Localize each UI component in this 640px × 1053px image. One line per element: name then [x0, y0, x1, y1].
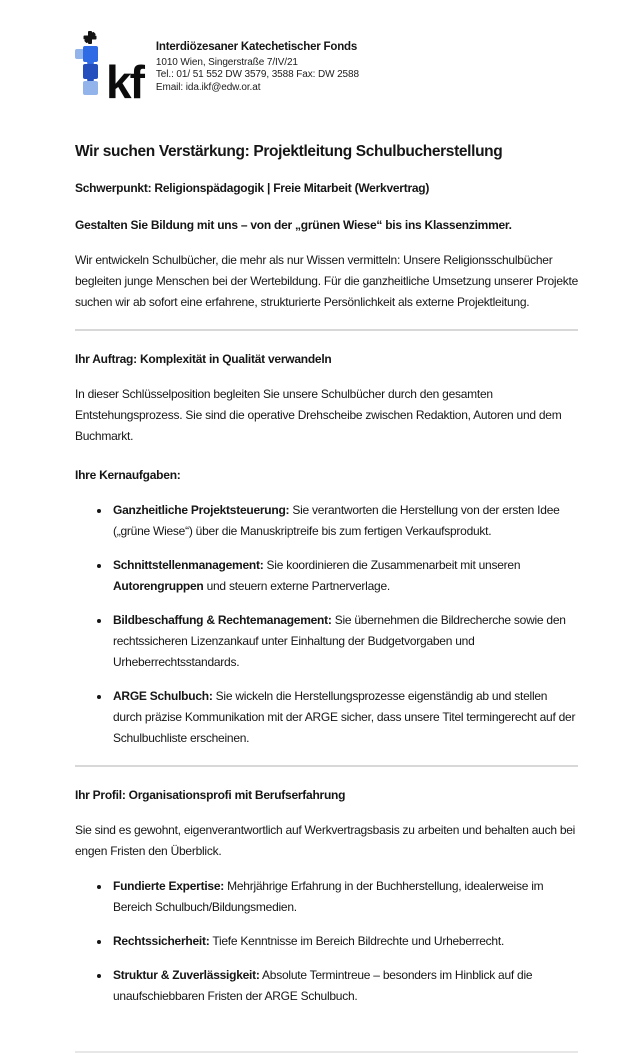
list-item-lead: Rechtssicherheit:	[113, 934, 210, 948]
letterhead	[75, 38, 578, 109]
page-title: Wir suchen Verstärkung: Projektleitung Schulbucherstellung	[75, 143, 503, 160]
list-item	[111, 965, 578, 1007]
list-item-text: Mehrjährige Erfahrung in der Buchherstellung, idealerweise im Bereich Schulbuch/Bildungsmedien.	[113, 879, 544, 914]
section1-list-heading: Ihre Kernaufgaben:	[75, 468, 181, 482]
section-separator	[75, 329, 578, 331]
section1-heading: Ihr Auftrag: Komplexität in Qualität verwandeln	[75, 352, 332, 366]
list-item-text: Sie koordinieren die Zusammenarbeit mit unseren	[263, 558, 521, 572]
org-address: 1010 Wien, Singerstraße 7/IV/21	[155, 57, 298, 68]
section1-body: In dieser Schlüsselposition begleiten Sie unsere Schulbücher durch den gesamten Entstehungsprozess. Sie sind die operative Drehscheibe zwischen Redaktion, Autoren und dem Buchmarkt.	[75, 387, 562, 443]
list-item	[111, 931, 578, 952]
list-item-text: und steuern externe Partnerverlage.	[203, 579, 390, 593]
profil-list	[75, 876, 578, 1007]
list-item-lead: Schnittstellenmanagement:	[113, 558, 264, 572]
list-item-text: Sie wickeln die Herstellungsprozesse eigenständig ab und stellen durch präzise Kommunikation mit der ARGE sicher, dass unsere Titel termingerecht auf der Schulbuchliste erscheinen.	[113, 689, 576, 745]
kernaufgaben-list	[75, 500, 578, 749]
list-item-lead: Bildbeschaffung & Rechtemanagement:	[113, 613, 332, 627]
list-item-text: Sie übernehmen die Bildrecherche sowie den rechtssicheren Lizenzankauf unter Einhaltung der Budgetvorgaben und Urheberrechtsstandards.	[113, 613, 566, 669]
list-item	[111, 876, 578, 918]
org-email: Email: ida.ikf@edw.or.at	[155, 81, 261, 93]
list-item-text: Absolute Termintreue – besonders im Hinblick auf die unaufschiebbaren Fristen der ARGE Schulbuch.	[113, 968, 533, 1003]
list-item	[111, 686, 578, 749]
intro-paragraph: Wir entwickeln Schulbücher, die mehr als nur Wissen vermitteln: Unsere Religionsschulbücher begleiten junge Menschen bei der Wertebildung. Für die ganzheitliche Umsetzung unserer Projekte suchen wir ab sofort eine erfahrene, strukturierte Persönlichkeit als externe Projektleitung.	[75, 253, 579, 309]
puzzle-i-icon	[75, 31, 105, 102]
list-item-lead: Ganzheitliche Projektsteuerung:	[113, 503, 290, 517]
section-separator	[75, 765, 578, 767]
list-item-text: Tiefe Kenntnisse im Bereich Bildrechte und Urheberrecht.	[209, 934, 505, 948]
list-item-lead: Fundierte Expertise:	[113, 879, 225, 893]
list-item-lead: Struktur & Zuverlässigkeit:	[113, 968, 260, 982]
subtitle: Schwerpunkt: Religionspädagogik | Freie Mitarbeit (Werkvertrag)	[75, 181, 430, 195]
list-item-bold: Autorengruppen	[113, 579, 204, 593]
list-item	[111, 500, 578, 542]
list-item-text: Sie verantworten die Herstellung von der ersten Idee („grüne Wiese“) über die Manuskriptreife bis zum fertigen Verkaufsprodukt.	[113, 503, 560, 538]
tagline: Gestalten Sie Bildung mit uns – von der „grünen Wiese“ bis ins Klassenzimmer.	[75, 218, 512, 232]
ikf-logo	[75, 38, 143, 109]
org-phone-fax: Tel.: 01/ 51 552 DW 3579, 3588 Fax: DW 2588	[155, 69, 359, 81]
letterhead-text	[156, 38, 359, 94]
section2-body: Sie sind es gewohnt, eigenverantwortlich auf Werkvertragsbasis zu arbeiten und behalten auch bei engen Fristen den Überblick.	[75, 823, 576, 858]
list-item-lead: ARGE Schulbuch:	[113, 689, 213, 703]
list-item	[111, 555, 578, 597]
section2-heading: Ihr Profil: Organisationsprofi mit Berufserfahrung	[75, 788, 346, 802]
list-item	[111, 610, 578, 673]
logo-kf-text: kf	[106, 56, 143, 109]
org-name: Interdiözesaner Katechetischer Fonds	[155, 41, 358, 53]
